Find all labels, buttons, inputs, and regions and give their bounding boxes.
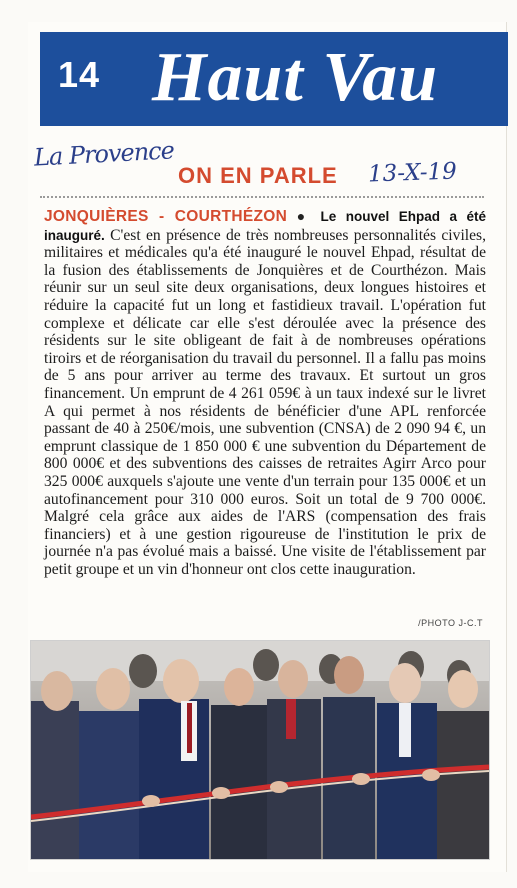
page-number: 14 xyxy=(58,54,101,95)
article-lead: Le nouvel Ehpad a été inauguré. xyxy=(44,209,486,243)
page-header xyxy=(40,32,508,126)
ribbon-cutting-photo-illustration xyxy=(31,641,489,859)
section-title: Haut Vau xyxy=(152,39,439,116)
photo-credit: /PHOTO J-C.T xyxy=(418,618,483,628)
inauguration-photo xyxy=(30,640,490,860)
dotted-divider xyxy=(40,196,484,198)
handwritten-source-note: La Provence xyxy=(33,136,175,172)
bullet-icon: ● xyxy=(296,210,311,225)
article xyxy=(44,208,486,578)
article-body: C'est en présence de très nombreuses personnalités civiles, militaires et médicales qu'a été inauguré le nouvel Ehpad, résultat de la fusion des établissements de Jonquières et de Courthézon. Mais réunir sur un seul site deux organisations, deux longues histoires et réduire la capacité fut un long et fastidieux travail. L'opération fut complexe et délicate car elle s'est déroulée avec la présence des résidents sur le site obligeant de fait à de nombreuses opérations tiroirs et de réorganisation du travail du personnel. Il a fallu pas moins de 5 ans pour arriver au terme des travaux. Et surtout un gros financement. Un emprunt de 4 261 059€ à un taux indexé sur le livret A qui permet à nos résidents de bénéficier d'une APL renforcée passant de 40 à 250€/mois, une subvention (CNSA) de 2 090 94 €, un emprunt classique de 1 850 000 € une subvention du Département de 800 000€ et des subventions des caisses de retraites Agirr Arco pour 325 000€ auxquels s'ajoute une vente d'un terrain pour 135 000€ et un autofinancement pour 310 000 euros. Soit un total de 9 700 000€. Malgré cela grâce aux aides de l'ARS (compensation des frais financiers) et à une gestion rigoureuse de l'institution le prix de journée n'a pas évolué mais a baissé. Une visite de l'établissement par petit groupe et un vin d'honneur ont clos cette inauguration. xyxy=(44,226,486,578)
article-kicker: JONQUIÈRES - COURTHÉZON xyxy=(44,208,288,225)
rubric-title: ON EN PARLE xyxy=(178,163,338,188)
handwritten-date-note: 13-X-19 xyxy=(367,158,458,188)
article-paragraph xyxy=(44,208,486,578)
